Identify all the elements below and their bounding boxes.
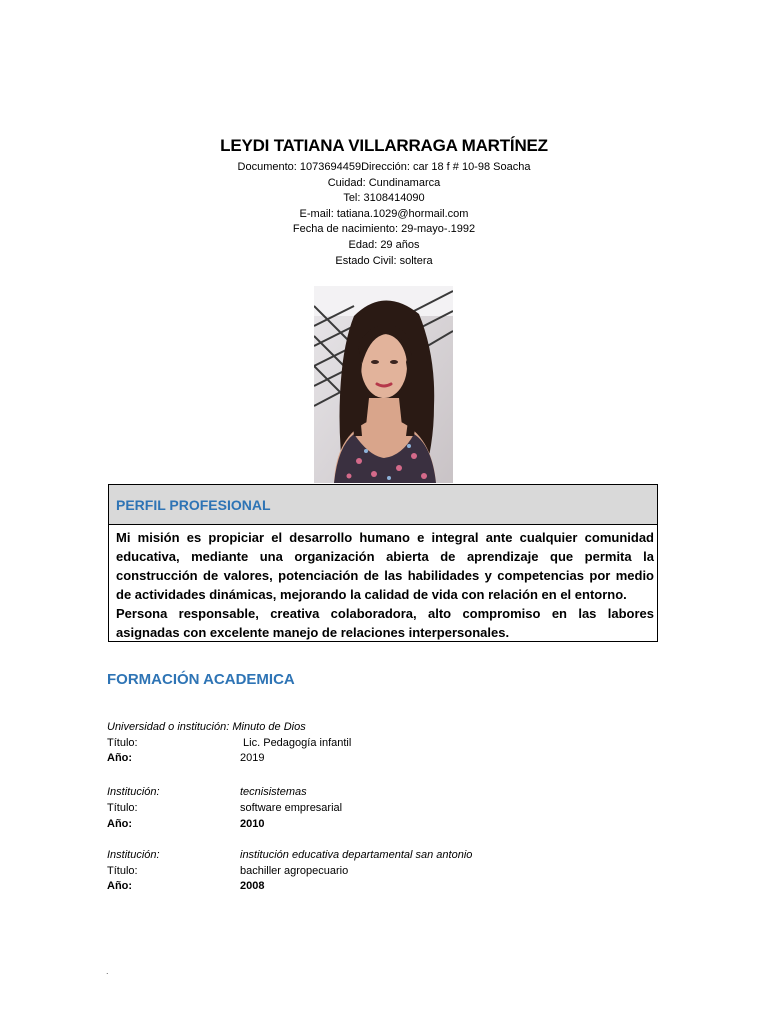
title-value: software empresarial	[240, 802, 343, 814]
institution-label: Institución:	[107, 849, 160, 861]
age-line: Edad: 29 años	[348, 238, 420, 251]
institution-label: Institución:	[107, 786, 160, 798]
year-value: 2008	[240, 880, 265, 892]
year-label: Año:	[107, 752, 133, 764]
year-label: Año:	[107, 880, 133, 892]
academic-education-title: FORMACIÓN ACADEMICA	[107, 671, 295, 688]
professional-profile-header	[108, 484, 658, 525]
birth-date-line: Fecha de nacimiento: 29-mayo-.1992	[292, 223, 476, 236]
institution-line: Universidad o institución: Minuto de Dios	[107, 721, 306, 733]
candidate-name: LEYDI TATIANA VILLARRAGA MARTÍNEZ	[220, 136, 548, 155]
year-value: 2010	[240, 818, 265, 830]
title-label: Título:	[107, 865, 138, 877]
title-label: Título:	[107, 802, 138, 814]
city-line: Cuidad: Cundinamarca	[327, 176, 441, 189]
cv-header	[0, 136, 768, 269]
institution-value: institución educativa departamental san antonio	[240, 849, 473, 861]
phone-line: Tel: 3108414090	[343, 192, 425, 205]
civil-status-line: Estado Civil: soltera	[335, 254, 433, 267]
profile-photo-illustration	[314, 286, 453, 483]
institution-value: tecnisistemas	[240, 786, 307, 798]
footer-mark: .	[106, 966, 109, 976]
title-value: bachiller agropecuario	[240, 865, 349, 877]
title-label: Título:	[107, 737, 138, 749]
profile-personal-paragraph: Persona responsable, creativa colaboradora, alto compromiso en las labores asignadas con excelente manejo de relaciones interpersonales.	[116, 606, 654, 640]
document-address-line: Documento: 1073694459Dirección: car 18 f # 10-98 Soacha	[237, 161, 531, 173]
year-label: Año:	[107, 818, 133, 830]
profile-mission-paragraph: Mi misión es propiciar el desarrollo humano e integral ante cualquier comunidad educativa, mediante una organización abierta de aprendizaje que permita la construcción de valores, potenciación de las habilidades y competencias por medio de actividades dinámicas, mejorando la calidad de vida con relación en el entorno.	[116, 530, 654, 602]
professional-profile-body	[108, 525, 658, 642]
title-value: Lic. Pedagogía infantil	[240, 737, 352, 749]
year-value: 2019	[240, 752, 265, 764]
email-line: E-mail: tatiana.1029@hormail.com	[299, 207, 469, 220]
profile-photo	[314, 286, 453, 483]
professional-profile-title: PERFIL PROFESIONAL	[116, 497, 271, 513]
